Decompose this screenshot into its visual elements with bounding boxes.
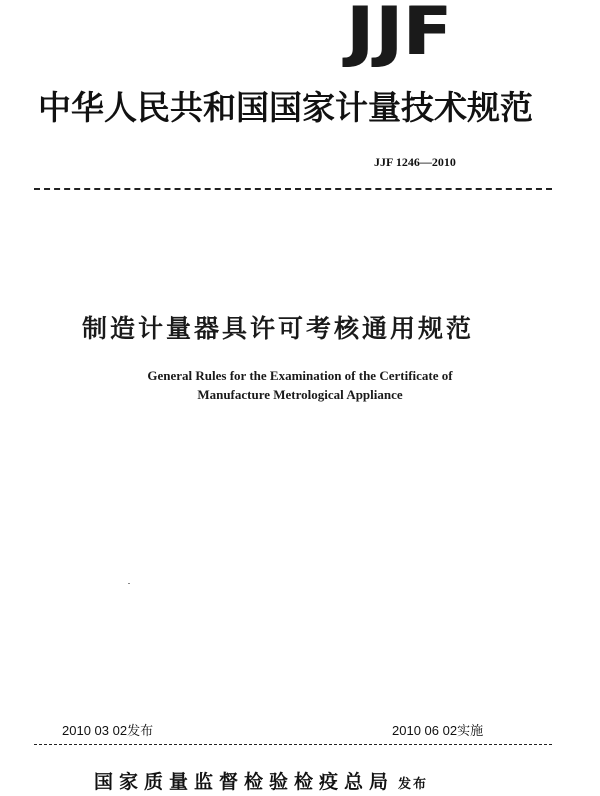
scan-speck xyxy=(128,583,130,584)
standard-code: JJF 1246—2010 xyxy=(374,155,456,169)
issuer-name: 国家质量监督检验检疫总局 xyxy=(94,771,395,793)
document-title-en xyxy=(60,366,540,404)
top-divider xyxy=(34,188,552,190)
implementation-date: 2010 06 02实施 xyxy=(392,723,484,738)
title-en-line2: Manufacture Metrological Appliance xyxy=(197,387,403,402)
issuer-line xyxy=(94,767,428,794)
logo-letter-j1: J xyxy=(347,0,374,70)
bottom-divider xyxy=(34,744,552,745)
title-en-line1: General Rules for the Examination of the Certificate of xyxy=(147,368,453,383)
logo-letter-f: F xyxy=(403,0,452,70)
issuer-suffix: 发布 xyxy=(398,777,429,792)
logo-letter-j2: J xyxy=(375,0,402,70)
main-title: 中华人民共和国国家计量技术规范 xyxy=(38,88,533,127)
document-title-cn: 制造计量器具许可考核通用规范 xyxy=(82,314,475,343)
jjf-logo xyxy=(347,0,516,70)
issue-date: 2010 03 02发布 xyxy=(62,723,154,738)
